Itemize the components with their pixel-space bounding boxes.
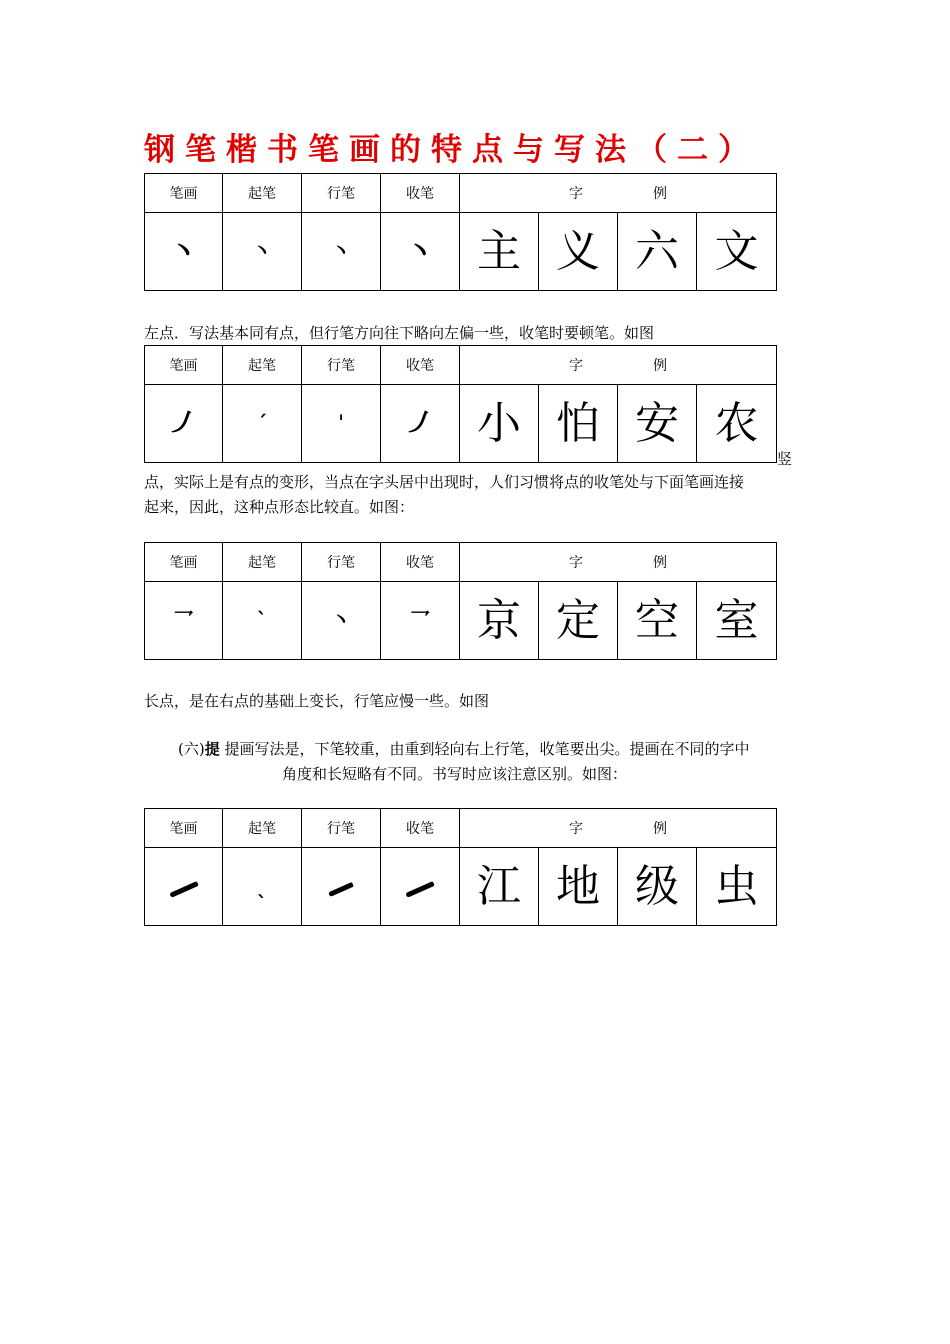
header-move: 行笔 [302, 543, 381, 582]
header-end: 收笔 [381, 543, 460, 582]
move-glyph: ˈ [337, 411, 345, 435]
end-cell [381, 848, 460, 926]
example-char: 文 [697, 213, 777, 291]
rise-stroke-mark [169, 881, 198, 898]
stroke-cell [145, 582, 223, 660]
header-stroke: 笔画 [145, 346, 223, 385]
paragraph-vertical-dot-line2: 起来，因此，这种点形态比较直。如图： [144, 498, 415, 516]
stroke-cell [145, 848, 223, 926]
header-start: 起笔 [223, 346, 302, 385]
example-char: 空 [618, 582, 697, 660]
move-glyph: 丶 [331, 239, 351, 263]
page-title: 钢笔楷书笔画的特点与写法（二） [144, 132, 759, 168]
header-start: 起笔 [223, 809, 302, 848]
end-glyph: 乛 [410, 608, 430, 632]
header-examples [460, 809, 777, 848]
header-move: 行笔 [302, 346, 381, 385]
header-stroke: 笔画 [145, 543, 223, 582]
section-heading: 提 [204, 740, 220, 758]
end-cell [381, 582, 460, 660]
stroke-table-vertical-dot [144, 542, 777, 660]
header-stroke: 笔画 [145, 174, 223, 213]
paragraph-vertical-dot-tail: 竖 [777, 450, 793, 468]
header-example-char: 字 [569, 821, 583, 837]
example-char: 江 [460, 848, 539, 926]
example-char: 安 [618, 385, 697, 463]
start-cell [223, 213, 302, 291]
example-char: 室 [697, 582, 777, 660]
stroke-table-left-dot [144, 345, 777, 463]
stroke-cell [145, 385, 223, 463]
header-example-char: 字 [569, 555, 583, 571]
move-cell [302, 213, 381, 291]
paragraph-rise-line2: 角度和长短略有不同。书写时应该注意区别。如图： [282, 765, 628, 783]
start-cell [223, 848, 302, 926]
header-end: 收笔 [381, 346, 460, 385]
stroke-cell [145, 213, 223, 291]
example-char: 定 [539, 582, 618, 660]
header-examples [460, 543, 777, 582]
header-start: 起笔 [223, 543, 302, 582]
paragraph-long-dot: 长点，是在右点的基础上变长，行笔应慢一些。如图 [144, 692, 490, 710]
rise-move-mark [328, 882, 354, 897]
header-example-char: 字 [569, 186, 583, 202]
example-char: 小 [460, 385, 539, 463]
example-char: 六 [618, 213, 697, 291]
rise-end-mark [405, 881, 434, 898]
header-stroke: 笔画 [145, 809, 223, 848]
example-char: 地 [539, 848, 618, 926]
example-char: 怕 [539, 385, 618, 463]
start-glyph: ˊ [257, 411, 267, 435]
move-cell [302, 385, 381, 463]
stroke-glyph: 乛 [173, 608, 194, 632]
move-cell [302, 582, 381, 660]
end-glyph: 丶 [405, 234, 434, 268]
header-example-char: 字 [569, 358, 583, 374]
stroke-table-rise [144, 808, 777, 926]
header-end: 收笔 [381, 809, 460, 848]
move-glyph: 丶 [331, 608, 351, 632]
example-char: 农 [697, 385, 777, 463]
header-example-sample: 例 [653, 555, 667, 571]
header-example-sample: 例 [653, 186, 667, 202]
example-char: 级 [618, 848, 697, 926]
header-example-sample: 例 [653, 821, 667, 837]
paragraph-left-dot: 左点．写法基本同有点，但行笔方向往下略向左偏一些，收笔时要顿笔。如图 [144, 324, 655, 342]
move-cell [302, 848, 381, 926]
start-glyph: ˎ [257, 874, 267, 898]
header-example-sample: 例 [653, 358, 667, 374]
rise-text-line1: 提画写法是，下笔较重，由重到轻向右上行笔，收笔要出尖。提画在不同的字中 [219, 740, 750, 758]
header-move: 行笔 [302, 809, 381, 848]
stroke-glyph: 丿 [164, 402, 203, 444]
start-glyph: ˋ [257, 608, 267, 632]
header-examples [460, 174, 777, 213]
example-char: 京 [460, 582, 539, 660]
header-start: 起笔 [223, 174, 302, 213]
section-number: (六) [178, 740, 205, 758]
paragraph-vertical-dot-line1: 点，实际上是有点的变形，当点在字头居中出现时，人们习惯将点的收笔处与下面笔画连接 [144, 473, 745, 491]
header-move: 行笔 [302, 174, 381, 213]
start-cell [223, 582, 302, 660]
end-glyph: 丿 [401, 402, 439, 444]
end-cell [381, 385, 460, 463]
example-char: 义 [539, 213, 618, 291]
end-cell [381, 213, 460, 291]
example-char: 主 [460, 213, 539, 291]
stroke-glyph: 丶 [169, 234, 198, 268]
stroke-table-right-dot [144, 173, 777, 291]
start-glyph: 丶 [252, 239, 272, 263]
paragraph-rise-line1 [178, 736, 750, 762]
example-char: 虫 [697, 848, 777, 926]
header-examples [460, 346, 777, 385]
header-end: 收笔 [381, 174, 460, 213]
start-cell [223, 385, 302, 463]
